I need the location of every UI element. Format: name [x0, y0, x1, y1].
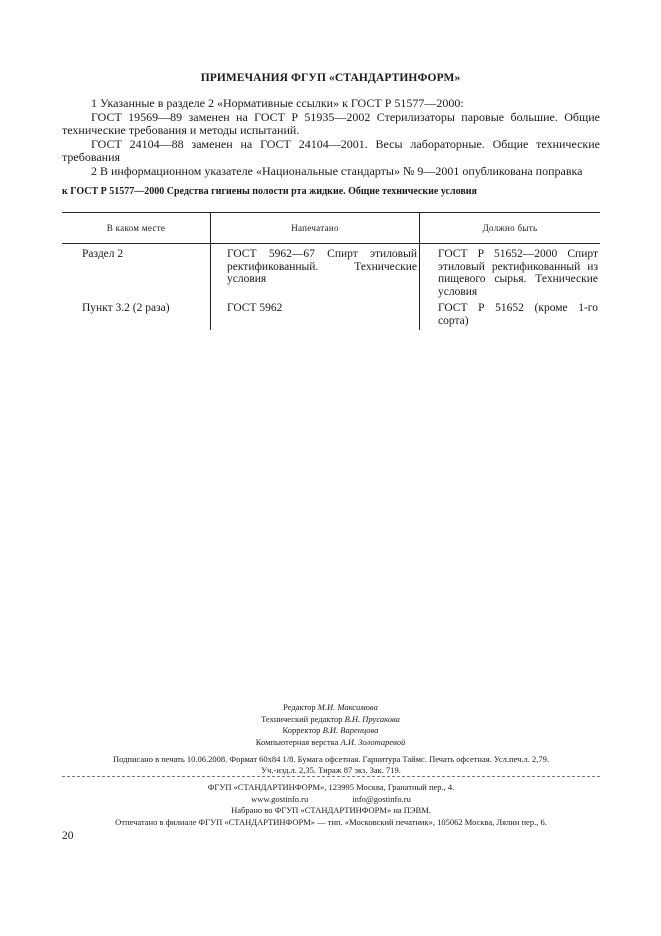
notes-section — [62, 97, 600, 178]
table-header-row — [62, 213, 600, 244]
page-number: 20 — [62, 830, 74, 842]
email-link: info@gostinfo.ru — [352, 793, 411, 804]
editor-name: М.И. Максимова — [317, 702, 378, 712]
table-row — [62, 244, 600, 299]
cell-should-be: ГОСТ Р 51652 (кроме 1-го сорта) — [420, 298, 601, 330]
layout-line — [0, 737, 661, 749]
corrector-line — [0, 725, 661, 737]
publisher-contacts — [62, 794, 600, 806]
cell-should-be: ГОСТ Р 51652—2000 Спирт этиловый ректификованный из пищевого сырья. Технические условия — [420, 244, 601, 299]
imprint-credits — [0, 702, 661, 748]
typeset-note: Набрано во ФГУП «СТАНДАРТИНФОРМ» на ПЭВМ. — [231, 805, 431, 815]
table-row — [62, 298, 600, 330]
tech-editor-name: В.Н. Прусакова — [344, 713, 400, 724]
page-title: ПРИМЕЧАНИЯ ФГУП «СТАНДАРТИНФОРМ» — [200, 72, 461, 84]
publisher-address: ФГУП «СТАНДАРТИНФОРМ», 123995 Москва, Гранатный пер., 4. — [207, 782, 455, 792]
table-caption: к ГОСТ Р 51577—2000 Средства гигиены полости рта жидкие. Общие технические условия — [62, 186, 477, 197]
publisher-info — [62, 782, 600, 828]
note-1-item-2: ГОСТ 24104—88 заменен на ГОСТ 24104—2001. Весы лабораторные. Общие технические требования — [62, 136, 600, 164]
editor-label: Редактор — [283, 702, 316, 712]
print-info-line-1: Подписано в печать 10.06.2008. Формат 60х84 1/8. Бумага офсетная. Гарнитура Таймс. Печать офсетная. Усл.печ.л. 2,79. — [112, 754, 550, 764]
editor-line — [0, 702, 661, 714]
header-should-be: Должно быть — [420, 213, 601, 244]
note-1-item-1: ГОСТ 19569—89 заменен на ГОСТ Р 51935—2002 Стерилизаторы паровые большие. Общие технические требования и методы испытаний. — [62, 109, 600, 137]
corrector-name: В.И. Варенцова — [322, 725, 379, 735]
cell-location: Пункт 3.2 (2 раза) — [82, 302, 170, 314]
header-printed: Напечатано — [211, 213, 420, 244]
cell-location: Раздел 2 — [82, 248, 124, 260]
cell-printed: ГОСТ 5962—67 Спирт этиловый ректификованный. Технические условия — [211, 244, 420, 299]
cell-printed: ГОСТ 5962 — [211, 298, 420, 330]
corrector-label: Корректор — [282, 725, 321, 735]
print-info-line-2: Уч.-изд.л. 2,35. Тираж 87 экз. Зак. 719. — [261, 764, 401, 775]
separator-line — [62, 776, 600, 777]
note-2: 2 В информационном указателе «Национальные стандарты» № 9—2001 опубликована поправка — [91, 163, 583, 178]
print-info — [62, 754, 600, 775]
tech-editor-line — [0, 714, 661, 726]
header-location: В каком месте — [62, 213, 211, 244]
website-link: www.gostinfo.ru — [251, 793, 309, 804]
tech-editor-label: Технический редактор — [261, 713, 343, 724]
layout-name: А.И. Золотаревой — [340, 736, 406, 747]
printed-note: Отпечатано в филиале ФГУП «СТАНДАРТИНФОРМ» — тип. «Московский печатник», 105062 Москва, Лялин пер., 6. — [115, 816, 547, 827]
layout-label: Компьютерная верстка — [255, 736, 339, 747]
correction-table — [62, 212, 600, 330]
note-1: 1 Указанные в разделе 2 «Нормативные ссылки» к ГОСТ Р 51577—2000: — [91, 96, 464, 110]
